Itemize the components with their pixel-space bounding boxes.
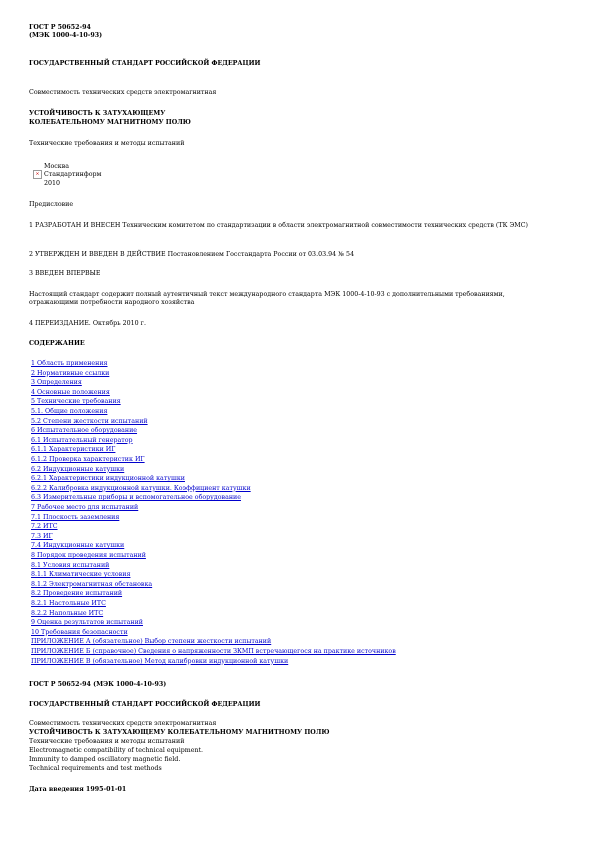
toc-link[interactable]: 8.1 Условия испытаний: [31, 561, 110, 569]
toc-link[interactable]: 5 Технические требования: [31, 398, 121, 406]
toc-link[interactable]: 5.2 Степени жесткости испытаний: [31, 417, 148, 425]
doc-subtitle: Совместимость технических средств электромагнитная: [29, 89, 217, 96]
second-standard-title: ГОСУДАРСТВЕННЫЙ СТАНДАРТ РОССИЙСКОЙ ФЕДЕРАЦИИ: [29, 701, 261, 708]
foreword-p3: 3 ВВЕДЕН ВПЕРВЫЕ: [29, 270, 101, 277]
doc-title-line1: УСТОЙЧИВОСТЬ К ЗАТУХАЮЩЕМУ: [29, 110, 166, 117]
toc-link[interactable]: 8.2.1 Настольные ИТС: [31, 600, 106, 607]
second-line-2: УСТОЙЧИВОСТЬ К ЗАТУХАЮЩЕМУ КОЛЕБАТЕЛЬНОМУ МАГНИТНОМУ ПОЛЮ: [29, 729, 330, 736]
toc-link[interactable]: ПРИЛОЖЕНИЕ В (обязательное) Метод калибровки индукционной катушки: [31, 657, 289, 665]
second-line-3: Технические требования и методы испытаний: [29, 738, 185, 745]
toc-link[interactable]: 6.1.1 Характеристики ИГ: [31, 446, 116, 454]
toc-heading: СОДЕРЖАНИЕ: [29, 340, 85, 347]
toc-link[interactable]: 8.2 Проведение испытаний: [31, 590, 123, 598]
toc-link[interactable]: 6.2.2 Калибровка индукционной катушки. Коэффициент катушки: [31, 484, 251, 492]
toc-link[interactable]: 6.2 Индукционные катушки: [31, 465, 125, 473]
toc-link[interactable]: 7.2 ИТС: [31, 523, 58, 531]
foreword-p5: 4 ПЕРЕИЗДАНИЕ. Октябрь 2010 г.: [29, 320, 146, 327]
second-line-5: Immunity to damped oscillatory magnetic field.: [29, 756, 181, 763]
toc-link[interactable]: 6.3 Измерительные приборы и вспомогательное оборудование: [31, 494, 241, 502]
second-doc-code: ГОСТ Р 50652-94 (МЭК 1000-4-10-93): [29, 681, 167, 688]
toc-link[interactable]: 10 Требования безопасности: [31, 628, 128, 636]
doc-requirements: Технические требования и методы испытаний: [29, 140, 185, 147]
toc-link[interactable]: 8 Порядок проведения испытаний: [31, 552, 146, 559]
publisher-name: Стандартинформ: [44, 171, 102, 178]
publisher-city: Москва: [44, 163, 69, 170]
toc-link[interactable]: 8.1.2 Электромагнитная обстановка: [31, 580, 153, 588]
toc-link[interactable]: 3 Определения: [31, 379, 82, 387]
toc-link[interactable]: 7.3 ИГ: [31, 532, 53, 540]
foreword-p2: 2 УТВЕРЖДЕН И ВВЕДЕН В ДЕЙСТВИЕ Постановлением Госстандарта России от 03.03.94 № 54: [29, 251, 355, 258]
toc-link[interactable]: ПРИЛОЖЕНИЕ Б (справочное) Сведения о напряженности ЗКМП встречающегося на практике источников: [31, 648, 396, 655]
toc-link[interactable]: 6.2.1 Характеристики индукционной катушки: [31, 475, 185, 483]
standard-title: ГОСУДАРСТВЕННЫЙ СТАНДАРТ РОССИЙСКОЙ ФЕДЕРАЦИИ: [29, 60, 261, 67]
toc-link[interactable]: 5.1. Общие положения: [31, 408, 108, 415]
foreword-p4: Настоящий стандарт содержит полный аутентичный текст международного стандарта МЭК 1000-4-10-93 с дополнительными требованиями, отражающими потребности народного хозяйства: [29, 291, 505, 306]
toc-link[interactable]: 6 Испытательное оборудование: [31, 427, 138, 435]
toc-link[interactable]: 7 Рабочее место для испытаний: [31, 504, 139, 511]
toc-link[interactable]: 8.1.1 Климатические условия: [31, 571, 131, 579]
second-line-4: Electromagnetic compatibility of technical equipment.: [29, 747, 204, 754]
doc-code: ГОСТ Р 50652-94: [29, 24, 91, 31]
toc-link[interactable]: 1 Область применения: [31, 360, 108, 367]
doc-iec-code: (МЭК 1000-4-10-93): [29, 32, 103, 39]
toc-link[interactable]: 6.1.2 Проверка характеристик ИГ: [31, 456, 145, 463]
effective-date: Дата введения 1995-01-01: [29, 786, 127, 793]
toc-link[interactable]: 6.1 Испытательный генератор: [31, 436, 133, 444]
second-line-1: Совместимость технических средств электромагнитная: [29, 720, 217, 727]
toc-link[interactable]: 7.1 Плоскость заземления: [31, 513, 120, 521]
broken-image-icon: ×: [33, 170, 42, 179]
toc-link[interactable]: 8.2.2 Напольные ИТС: [31, 609, 104, 617]
toc-link[interactable]: 2 Нормативные ссылки: [31, 369, 110, 377]
toc-link[interactable]: 7.4 Индукционные катушки: [31, 542, 125, 550]
publisher-year: 2010: [44, 180, 61, 187]
toc-link[interactable]: 9 Оценка результатов испытаний: [31, 619, 143, 627]
second-line-6: Technical requirements and test methods: [29, 765, 162, 772]
foreword-heading: Предисловие: [29, 201, 74, 208]
foreword-p1: 1 РАЗРАБОТАН И ВНЕСЕН Техническим комитетом по стандартизации в области электромагнитной совместимости технических средств (ТК ЭМС): [29, 222, 529, 229]
toc-link[interactable]: 4 Основные положения: [31, 388, 110, 396]
toc-link[interactable]: ПРИЛОЖЕНИЕ А (обязательное) Выбор степени жесткости испытаний: [31, 638, 272, 646]
doc-title-line2: КОЛЕБАТЕЛЬНОМУ МАГНИТНОМУ ПОЛЮ: [29, 119, 191, 126]
